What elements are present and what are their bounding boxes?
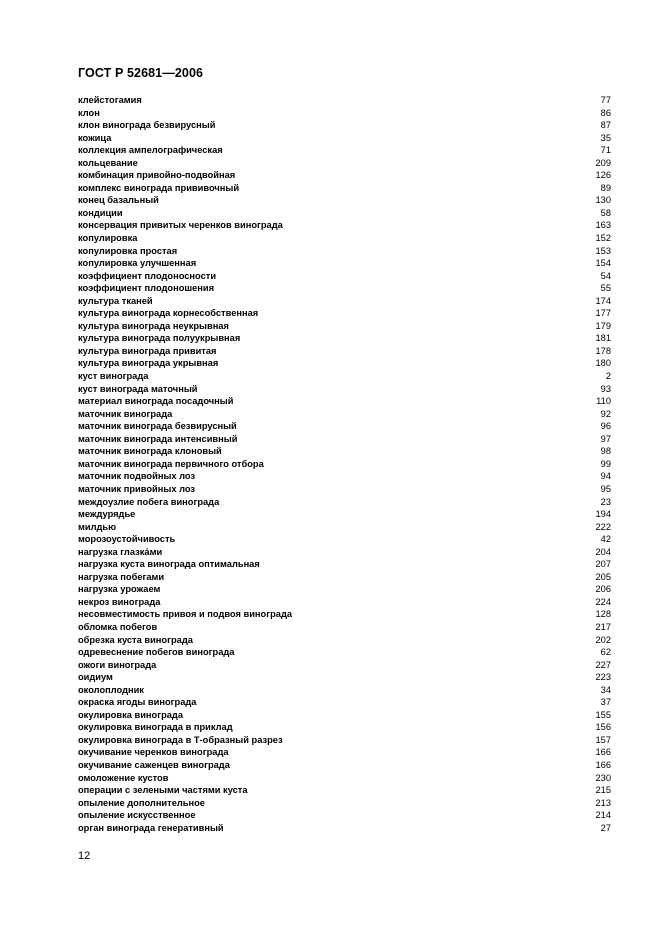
index-entry <box>78 746 611 759</box>
index-entry <box>78 470 611 483</box>
index-entry <box>78 257 611 270</box>
index-page-ref: 54 <box>600 270 611 281</box>
index-page-ref: 99 <box>600 458 611 469</box>
index-term: окулировка винограда в приклад <box>78 722 233 733</box>
index-entry <box>78 759 611 772</box>
index-term: маточник привойных лоз <box>78 483 196 494</box>
index-page-ref: 206 <box>595 584 611 595</box>
index-entry <box>78 571 611 584</box>
index-term: культура винограда корнесобственная <box>78 308 259 319</box>
index-page-ref: 42 <box>600 534 611 545</box>
index-term: кольцевание <box>78 157 138 168</box>
index-term: клон винограда безвирусный <box>78 120 216 131</box>
index-term: коэффициент плодоношения <box>78 283 215 294</box>
index-term: маточник подвойных лоз <box>78 471 196 482</box>
index-term: куст винограда маточный <box>78 383 198 394</box>
index-page-ref: 128 <box>595 609 611 620</box>
index-entry <box>78 270 611 283</box>
index-term: окучивание черенков винограда <box>78 747 229 758</box>
index-term: нагрузка урожаем <box>78 584 161 595</box>
index-page-ref: 209 <box>595 157 611 168</box>
index-term: копулировка улучшенная <box>78 258 197 269</box>
index-entry <box>78 395 611 408</box>
index-term: клон <box>78 107 100 118</box>
index-page-ref: 130 <box>595 195 611 206</box>
index-entry <box>78 558 611 571</box>
index-term: оидиум <box>78 672 113 683</box>
index-entry <box>78 433 611 446</box>
index-entry <box>78 332 611 345</box>
index-entry <box>78 709 611 722</box>
index-entry <box>78 634 611 647</box>
index-page-ref: 227 <box>595 659 611 670</box>
index-entry <box>78 219 611 232</box>
index-entry <box>78 721 611 734</box>
index-entry <box>78 508 611 521</box>
index-term: орган винограда генеративный <box>78 822 224 833</box>
index-term: материал винограда посадочный <box>78 396 234 407</box>
index-term: культура винограда привитая <box>78 345 217 356</box>
index-entry <box>78 684 611 697</box>
index-term: маточник винограда клоновый <box>78 446 222 457</box>
index-entry <box>78 295 611 308</box>
index-term: культура тканей <box>78 295 153 306</box>
index-term: культура винограда укрывная <box>78 358 219 369</box>
index-page-ref: 224 <box>595 596 611 607</box>
index-entry <box>78 608 611 621</box>
index-page-ref: 87 <box>600 120 611 131</box>
index-page-ref: 178 <box>595 345 611 356</box>
index-term: опыление дополнительное <box>78 797 205 808</box>
index-page-ref: 177 <box>595 308 611 319</box>
index-term: операции с зелеными частями куста <box>78 785 248 796</box>
index-page-ref: 154 <box>595 258 611 269</box>
index-entry <box>78 671 611 684</box>
index-page-ref: 166 <box>595 759 611 770</box>
index-page-ref: 204 <box>595 546 611 557</box>
index-list <box>78 94 611 834</box>
index-entry <box>78 119 611 132</box>
index-page-ref: 155 <box>595 709 611 720</box>
index-page-ref: 71 <box>600 145 611 156</box>
index-entry <box>78 320 611 333</box>
index-entry <box>78 483 611 496</box>
index-entry <box>78 132 611 145</box>
index-page-ref: 86 <box>600 107 611 118</box>
index-term: культура винограда неукрывная <box>78 320 229 331</box>
index-term: омоложение кустов <box>78 772 169 783</box>
index-entry <box>78 207 611 220</box>
index-term: культура винограда полуукрывная <box>78 333 241 344</box>
index-term: окраска ягоды винограда <box>78 697 197 708</box>
index-entry <box>78 144 611 157</box>
index-page-ref: 207 <box>595 559 611 570</box>
index-page-ref: 2 <box>605 371 611 382</box>
index-term: одревеснение побегов винограда <box>78 647 235 658</box>
index-term: коэффициент плодоносности <box>78 270 217 281</box>
index-page-ref: 92 <box>600 408 611 419</box>
index-entry <box>78 357 611 370</box>
index-page-ref: 95 <box>600 483 611 494</box>
index-entry <box>78 734 611 747</box>
index-term: обрезка куста винограда <box>78 634 193 645</box>
index-entry <box>78 383 611 396</box>
index-page-ref: 62 <box>600 647 611 658</box>
index-entry <box>78 282 611 295</box>
index-term: клейстогамия <box>78 95 142 105</box>
index-term: маточник винограда <box>78 408 173 419</box>
index-page-ref: 58 <box>600 207 611 218</box>
index-term: окулировка винограда в Т-образный разрез <box>78 734 283 745</box>
index-page-ref: 166 <box>595 747 611 758</box>
index-entry <box>78 182 611 195</box>
index-entry <box>78 809 611 822</box>
index-entry <box>78 659 611 672</box>
index-entry <box>78 521 611 534</box>
index-term: конец базальный <box>78 195 159 206</box>
index-entry <box>78 370 611 383</box>
index-page-ref: 174 <box>595 295 611 306</box>
index-page-ref: 222 <box>595 521 611 532</box>
index-term: комплекс винограда прививочный <box>78 182 240 193</box>
index-entry <box>78 546 611 559</box>
index-entry <box>78 784 611 797</box>
index-term: несовместимость привоя и подвоя винограда <box>78 609 293 620</box>
index-term: милдью <box>78 521 117 532</box>
index-page-ref: 180 <box>595 358 611 369</box>
index-entry <box>78 496 611 509</box>
index-term: консервация привитых черенков винограда <box>78 220 283 231</box>
index-page-ref: 97 <box>600 433 611 444</box>
index-page-ref: 98 <box>600 446 611 457</box>
index-entry <box>78 169 611 182</box>
index-term: кожица <box>78 132 112 143</box>
index-term: морозоустойчивость <box>78 534 176 545</box>
index-entry <box>78 822 611 835</box>
index-page-ref: 163 <box>595 220 611 231</box>
index-page-ref: 213 <box>595 797 611 808</box>
index-entry <box>78 107 611 120</box>
index-page-ref: 35 <box>600 132 611 143</box>
index-entry <box>78 307 611 320</box>
index-page-ref: 93 <box>600 383 611 394</box>
index-page-ref: 214 <box>595 810 611 821</box>
index-term: окучивание саженцев винограда <box>78 759 230 770</box>
index-page-ref: 34 <box>600 684 611 695</box>
index-entry <box>78 94 611 107</box>
index-term: некроз винограда <box>78 596 161 607</box>
index-page-ref: 202 <box>595 634 611 645</box>
index-term: нагрузка побегами <box>78 571 165 582</box>
page-number: 12 <box>78 850 91 862</box>
index-page-ref: 37 <box>600 697 611 708</box>
index-entry <box>78 797 611 810</box>
index-term: комбинация привойно-подвойная <box>78 170 236 181</box>
index-entry <box>78 420 611 433</box>
index-term: междоузлие побега винограда <box>78 496 220 507</box>
index-entry <box>78 194 611 207</box>
index-page-ref: 181 <box>595 333 611 344</box>
index-page-ref: 217 <box>595 621 611 632</box>
index-page-ref: 230 <box>595 772 611 783</box>
index-page-ref: 153 <box>595 245 611 256</box>
index-entry <box>78 445 611 458</box>
index-page-ref: 194 <box>595 509 611 520</box>
index-entry <box>78 596 611 609</box>
index-page-ref: 110 <box>596 396 611 407</box>
index-page-ref: 89 <box>600 182 611 193</box>
index-term: маточник винограда первичного отбора <box>78 458 264 469</box>
index-term: ожоги винограда <box>78 659 157 670</box>
index-page-ref: 55 <box>600 283 611 294</box>
index-page-ref: 94 <box>600 471 611 482</box>
index-page-ref: 157 <box>595 734 611 745</box>
index-term: нагрузка куста винограда оптимальная <box>78 559 260 570</box>
index-entry <box>78 458 611 471</box>
index-entry <box>78 621 611 634</box>
index-entry <box>78 408 611 421</box>
index-page-ref: 126 <box>595 170 611 181</box>
index-entry <box>78 157 611 170</box>
index-term: маточник винограда интенсивный <box>78 433 238 444</box>
index-entry <box>78 646 611 659</box>
index-term: копулировка простая <box>78 245 178 256</box>
index-page-ref: 179 <box>595 320 611 331</box>
index-term: обломка побегов <box>78 621 158 632</box>
index-term: околоплодник <box>78 684 144 695</box>
index-entry <box>78 232 611 245</box>
index-term: коллекция ампелографическая <box>78 145 223 156</box>
index-page-ref: 152 <box>595 233 611 244</box>
index-term: окулировка винограда <box>78 709 183 720</box>
index-term: копулировка <box>78 233 138 244</box>
index-entry <box>78 772 611 785</box>
index-page-ref: 27 <box>600 822 611 833</box>
index-entry <box>78 696 611 709</box>
index-entry <box>78 345 611 358</box>
index-term: междурядье <box>78 509 136 520</box>
index-term: маточник винограда безвирусный <box>78 421 237 432</box>
index-page-ref: 77 <box>600 95 611 105</box>
index-page-ref: 96 <box>600 421 611 432</box>
index-page-ref: 223 <box>595 672 611 683</box>
index-entry <box>78 533 611 546</box>
index-term: нагрузка глазка́ми <box>78 546 163 557</box>
index-term: куст винограда <box>78 371 149 382</box>
page-header: ГОСТ Р 52681—2006 <box>78 66 204 80</box>
index-term: кондиции <box>78 207 123 218</box>
index-page-ref: 156 <box>595 722 611 733</box>
index-entry <box>78 583 611 596</box>
index-term: опыление искусственное <box>78 810 196 821</box>
index-page-ref: 205 <box>595 571 611 582</box>
index-entry <box>78 245 611 258</box>
index-page-ref: 215 <box>595 785 611 796</box>
index-page-ref: 23 <box>600 496 611 507</box>
